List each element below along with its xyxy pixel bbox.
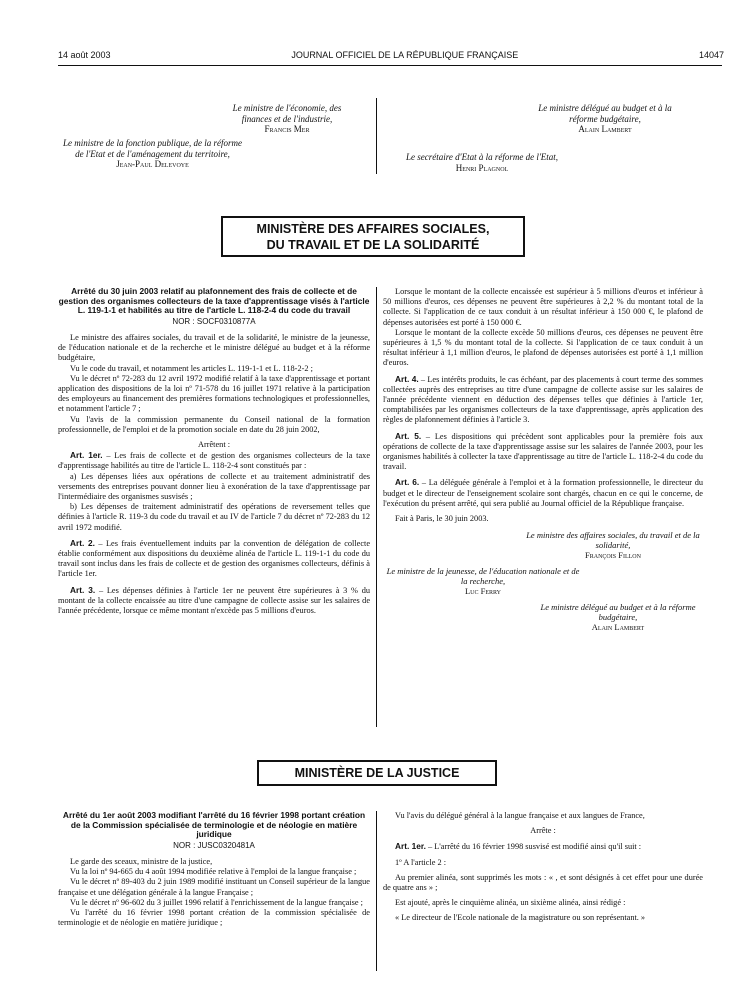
article-label: Art. 4.	[395, 373, 419, 384]
ministry-heading-social-affairs	[221, 216, 525, 257]
signature-name: Luc Ferry	[464, 586, 502, 597]
paragraph: Au premier alinéa, sont supprimés les mots : « , et sont désignés à cet effet pour une durée de quatre ans » ;	[383, 872, 703, 893]
article-4	[383, 374, 703, 426]
paragraph: Vu l'avis de la commission permanente du Conseil national de la formation professionnelle, de l'emploi et de la promotion sociale en date du 28 juin 2002,	[58, 414, 370, 434]
signature-name: Francis Mer	[264, 124, 310, 134]
arrete-formula: Arrête :	[530, 826, 556, 836]
arrete-title: Arrêté du 30 juin 2003 relatif au plafonnement des frais de collecte et de gestion des organismes collecteurs de la taxe d'apprentissage visés à l'article L. 119-1-1 et habilités au titre de l'article L. 118-2-4 du code du travail	[58, 286, 370, 316]
article-text: – La déléguée générale à l'emploi et à la formation professionnelle, le directeur du budget et le directeur de l'enseignement scolaire sont chargés, chacun en ce qui le concerne, de l'exécution du présent arrêté, qui sera publié au Journal officiel de la République française.	[383, 478, 703, 508]
arrete-2-right-column	[383, 811, 703, 924]
arrete-1-left-column	[58, 287, 370, 616]
signature-title: Le ministre de la fonction publique, de la réforme de l'Etat et de l'aménagement du territoire,	[63, 138, 242, 159]
paragraph: Vu le décret nº 89-403 du 2 juin 1989 modifié instituant un Conseil supérieur de la langue française et une délégation générale à la langue Française ;	[58, 877, 370, 897]
column-divider	[376, 811, 377, 971]
article-1	[383, 841, 703, 852]
paragraph: 1º A l'article 2 :	[395, 857, 447, 867]
article-label: Art. 2.	[70, 537, 95, 548]
paragraph: Vu le décret nº 96-602 du 3 juillet 1996 relatif à l'enrichissement de la langue française ;	[70, 897, 363, 907]
ministry-heading-line: MINISTÈRE DE LA JUSTICE	[294, 766, 460, 780]
ministry-heading-line: MINISTÈRE DES AFFAIRES SOCIALES,	[256, 222, 490, 236]
article-text: – Les intérêts produits, le cas échéant, par des placements à court terme des sommes collectées auprès des entreprises au titre d'une campagne de collecte assise sur les salaires de l'année précédente viennent en déduction des dépenses telles que définies à l'article 1er, comptabilisées par les organismes collecteurs de la taxe d'apprentissage, après application des règles de plafonnement définies à l'article 3.	[383, 374, 703, 425]
paragraph: Lorsque le montant de la collecte encaissée est supérieur à 5 millions d'euros et inférieur à 50 millions d'euros, ces dépenses ne peuvent être supérieures à 2,2 % du montant total de la collecte. Si l'application de ce taux conduit à un résultat inférieur à 150 000 €, le plafond de dépenses autorisées est porté à 150 000 €.	[383, 287, 703, 327]
signature-state-reform	[382, 152, 582, 173]
signature-public-service	[60, 138, 245, 170]
ministry-heading-line: DU TRAVAIL ET DE LA SOLIDARITÉ	[266, 238, 480, 252]
header-rule	[58, 65, 722, 66]
article-label: Art. 5.	[395, 430, 422, 441]
paragraph: Vu le décret nº 72-283 du 12 avril 1972 modifié relatif à la taxe d'apprentissage et portant application des dispositions de la loi nº 71-578 du 16 juillet 1971 relative à la participation des employeurs au financement des premières formations technologiques et professionnelles, et notamment l'article 7 ;	[58, 373, 370, 414]
nor-reference: NOR : JUSC0320481A	[173, 840, 255, 850]
paragraph: Le garde des sceaux, ministre de la justice,	[70, 856, 213, 866]
article-label: Art. 1er.	[70, 450, 103, 461]
signature-name: François Fillon	[585, 550, 641, 561]
header-date: 14 août 2003	[58, 50, 111, 60]
paragraph: « Le directeur de l'Ecole nationale de la magistrature ou son représentant. »	[395, 913, 646, 923]
article-label: Art. 1er.	[395, 841, 426, 852]
arrete-formula: Arrêtent :	[197, 440, 231, 450]
article-label: Art. 6.	[395, 477, 420, 488]
column-divider	[376, 287, 377, 727]
header-journal: JOURNAL OFFICIEL DE LA RÉPUBLIQUE FRANÇAISE	[291, 50, 519, 60]
paragraph: a) Les dépenses liées aux opérations de collecte et au traitement administratif des versements des entreprises pouvant donner lieu à exonération de la taxe d'apprentissage par l'intermédiaire des organismes susvisés ;	[58, 471, 370, 502]
article-text: – Les dépenses définies à l'article 1er ne peuvent être supérieures à 3 % du montant de la collecte encaissée au titre d'une campagne de collecte assise sur les salaires de l'année précédente, lorsque ce même montant n'excède pas 5 millions d'euros.	[58, 585, 371, 616]
paragraph: Vu la loi nº 94-665 du 4 août 1994 modifiée relative à l'emploi de la langue française ;	[70, 867, 357, 877]
signature-title: Le ministre délégué au budget et à la réforme budgétaire,	[538, 103, 672, 124]
paragraph: Vu le code du travail, et notamment les articles L. 119-1-1 et L. 118-2-2 ;	[70, 363, 313, 373]
nor-reference: NOR : SOCF0310877A	[172, 316, 256, 326]
article-5	[383, 431, 703, 473]
signature-title: Le ministre de l'économie, des finances et de l'industrie,	[232, 103, 342, 124]
arrete-1-right-column	[383, 287, 703, 632]
signature-title: Le secrétaire d'Etat à la réforme de l'Etat,	[406, 152, 558, 162]
paragraph: Lorsque le montant de la collecte excède 50 millions d'euros, ces dépenses ne peuvent être supérieures à 1,5 % du montant total de la collecte. Si l'application de ce taux conduit à un résultat inférieur à 1,1 million d'euros, le plafond de dépenses autorisées est porté à 1,1 million d'euros.	[383, 327, 703, 368]
signature-name: Alain Lambert	[591, 622, 645, 633]
paragraph: Vu l'arrêté du 16 février 1998 portant création de la commission spécialisée de terminologie et de néologie en matière juridique ;	[58, 908, 370, 928]
signature-budget	[530, 103, 680, 135]
ministry-heading-justice	[257, 760, 497, 786]
signature-economy	[222, 103, 352, 135]
signature-place-date: Fait à Paris, le 30 juin 2003.	[395, 514, 489, 524]
header-page-number: 14047	[698, 50, 724, 60]
signature-title: Le ministre délégué au budget et à la réforme budgétaire,	[540, 602, 696, 623]
article-text: – Les frais éventuellement induits par la convention de délégation de collecte établie conformément aux dispositions du deuxième alinéa de l'article L. 119-1-1 du code du travail sont inclus dans les frais de collecte et de gestion des organismes collecteurs, définis à l'article 1er.	[58, 538, 370, 579]
article-text: – Les frais de collecte et de gestion des organismes collecteurs de la taxe d'apprentissage habilités au titre de l'article L. 118-2-4 sont constitués par :	[58, 451, 371, 471]
article-label: Art. 3.	[70, 584, 96, 595]
paragraph: Est ajouté, après le cinquième alinéa, un sixième alinéa, ainsi rédigé :	[395, 898, 626, 908]
article-1	[58, 450, 370, 471]
article-3	[58, 585, 370, 617]
paragraph: Vu l'avis du délégué général à la langue française et aux langues de France,	[395, 811, 645, 820]
signature-budget	[533, 602, 703, 632]
page-header	[58, 50, 724, 60]
article-text: – Les dispositions qui précèdent sont applicables pour la première fois aux opérations de collecte de la taxe d'apprentissage assise sur les salaires de l'année 2003, pour les organismes habilités à collecter la taxe d'apprentissage au titre de l'article L. 118-2-4 du code du travail.	[383, 431, 704, 472]
signature-education	[383, 566, 583, 596]
arrete-2-left-column	[58, 811, 370, 928]
signature-name: Alain Lambert	[578, 124, 632, 134]
arrete-title: Arrêté du 1er août 2003 modifiant l'arrêté du 16 février 1998 portant création de la Commission spécialisée de terminologie et de néologie en matière juridique	[62, 810, 366, 840]
signature-name: Jean-Paul Delevoye	[116, 159, 189, 169]
article-6	[383, 477, 703, 509]
signature-title: Le ministre de la jeunesse, de l'éducation nationale et de la recherche,	[386, 566, 580, 587]
signature-name: Henri Plagnol	[455, 162, 509, 173]
article-2	[58, 538, 370, 580]
column-divider	[376, 98, 377, 174]
signature-title: Le ministre des affaires sociales, du travail et de la solidarité,	[526, 530, 700, 551]
paragraph: Le ministre des affaires sociales, du travail et de la solidarité, le ministre de la jeunesse, de l'éducation nationale et de la recherche et le ministre délégué au budget et à la réforme budgétaire,	[58, 332, 370, 363]
signature-social-affairs	[523, 530, 703, 560]
article-text: – L'arrêté du 16 février 1998 susvisé est modifié ainsi qu'il suit :	[425, 842, 642, 852]
paragraph: b) Les dépenses de traitement administratif des opérations de reversement telles que définies à l'article R. 119-3 du code du travail et au IV de l'article 7 du décret nº 72-283 du 12 avril 1972 modifié.	[58, 502, 370, 532]
